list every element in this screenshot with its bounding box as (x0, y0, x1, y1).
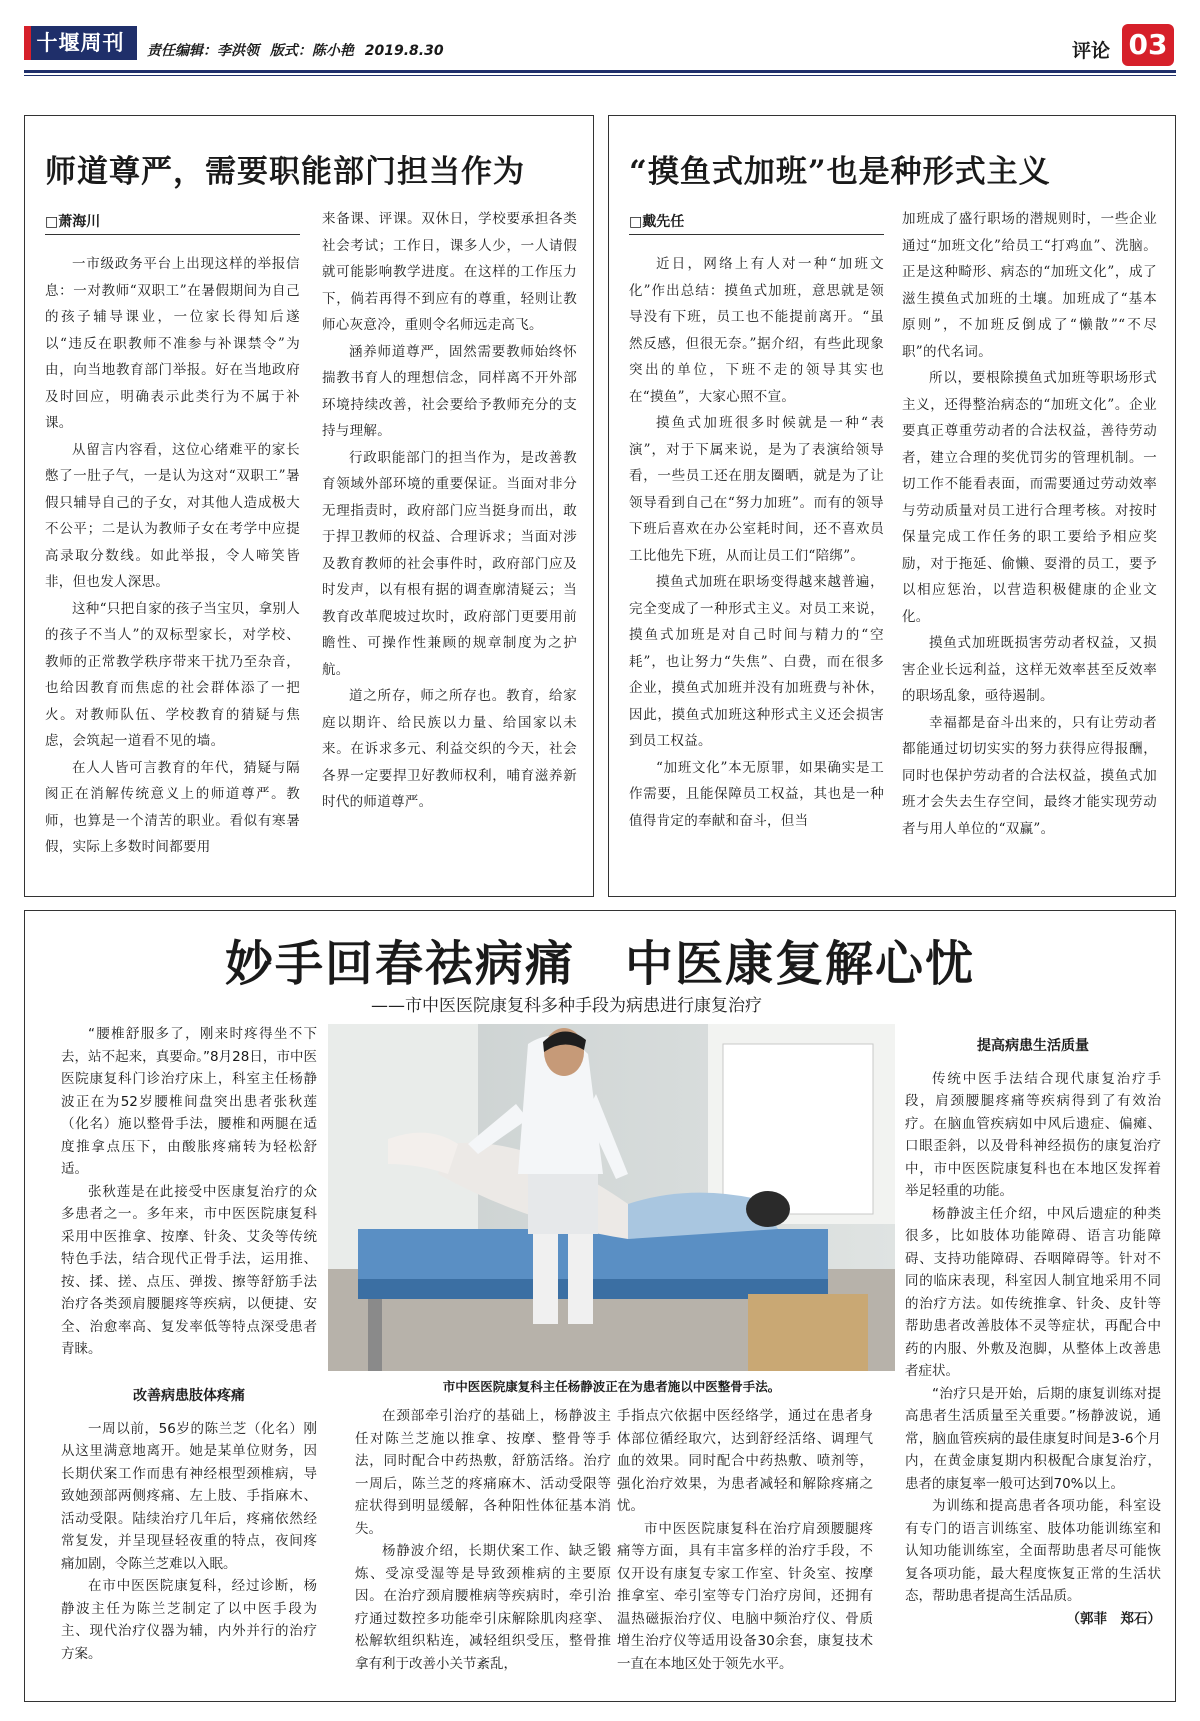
feature-column-1-lower (61, 1373, 317, 1665)
paragraph: 一市级政务平台上出现这样的举报信息：一对教师“双职工”在暑假期间为自己的孩子辅导课业，一位家长得知后遂以“违反在职教师不准参与补课禁令”为由，向当地教育部门举报。好在当地政府及时回应，明确表示此类行为不属于补课。 (45, 256, 300, 431)
article-column-1 (629, 251, 884, 834)
article-title: 师道尊严，需要职能部门担当作为 (45, 154, 525, 190)
paragraph: 杨静波介绍，长期伏案工作、缺乏锻炼、受凉受湿等是导致颈椎病的主要原因。在治疗颈肩腰椎病等疾病时，牵引治疗通过数控多功能牵引床解除肌肉痉挛、松解软组织粘连，减轻组织受压，整骨推拿有利于改善小关节紊乱， (355, 1543, 611, 1672)
paragraph: 道之所存，师之所存也。教育，给家庭以期许、给民族以力量、给国家以未来。在诉求多元、利益交织的今天，社会各界一定要捍卫好教师权利，哺育滋养新时代的师道尊严。 (322, 688, 577, 810)
section-subheading: 改善病患肢体疼痛 (133, 1388, 245, 1404)
feature-column-2 (355, 1405, 611, 1675)
article-byline: □戴先任 (629, 211, 884, 235)
paragraph: 在人人皆可言教育的年代，猜疑与隔阂正在消解传统意义上的师道尊严。教师，也算是一个清苦的职业。看似有寒暑假，实际上多数时间都要用 (45, 759, 300, 855)
paragraph: 张秋莲是在此接受中医康复治疗的众多患者之一。多年来，市中医医院康复科采用中医推拿、按摩、针灸、艾灸等传统特色手法，结合现代正骨手法，运用推、按、揉、搓、点压、弹拨、擦等舒筋手法治疗各类颈肩腰腿疼等疾病，以便捷、安全、治愈率高、复发率低等特点深受患者青睐。 (61, 1183, 317, 1357)
paragraph: 这种“只把自家的孩子当宝贝，拿别人的孩子不当人”的双标型家长，对学校、教师的正常教学秩序带来干扰乃至杂音，也给因教育而焦虑的社会群体添了一把火。对教师队伍、学校教育的猜疑与焦虑，会筑起一道看不见的墙。 (45, 600, 301, 749)
opinion-article-teachers (24, 115, 594, 897)
article-column-1 (45, 251, 300, 861)
paragraph: 幸福都是奋斗出来的，只有让劳动者都能通过切切实实的努力获得应得报酬，同时也保护劳动者的合法权益，摸鱼式加班才会失去生存空间，最终才能实现劳动者与用人单位的“双赢”。 (902, 714, 1157, 837)
paragraph: 为训练和提高患者各项功能，科室设有专门的语言训练室、肢体功能训练室和认知功能训练室，全面帮助患者尽可能恢复各项功能，最大程度恢复正常的生活状态，帮助患者提高生活品质。 (905, 1498, 1161, 1604)
paragraph: 市中医医院康复科在治疗肩颈腰腿疼痛等方面，具有丰富多样的治疗手段，不仅开设有康复专家工作室、针灸室、按摩推拿室、牵引室等专门治疗房间，还拥有温热磁振治疗仪、电脑中频治疗仪、骨质增生治疗仪等适用设备30余套，康复技术一直在本地区处于领先水平。 (617, 1520, 873, 1672)
feature-column-1 (61, 1023, 317, 1361)
paragraph: 摸鱼式加班在职场变得越来越普遍，完全变成了一种形式主义。对员工来说，摸鱼式加班是对自己时间与精力的“空耗”，也让努力“失焦”、白费，而在很多企业，摸鱼式加班并没有加班费与补休，因此，摸鱼式加班这种形式主义还会损害到员工权益。 (629, 574, 884, 749)
paragraph: 行政职能部门的担当作为，是改善教育领域外部环境的重要保证。当面对非分无理指责时，政府部门应当挺身而出，敢于捍卫教师的权益、合理诉求；当面对涉及教育教师的社会事件时，政府部门应及时发声，以有根有据的调查廓清疑云；当教育改革爬坡过坎时，政府部门更要用前瞻性、可操作性兼顾的规章制度为之护航。 (322, 449, 577, 678)
article-column-2 (322, 206, 577, 816)
issue-date: 2019.8.30 (364, 43, 444, 59)
paragraph: 所以，要根除摸鱼式加班等职场形式主义，还得整治病态的“加班文化”。企业要真正尊重劳动者的合法权益，善待劳动者，建立合理的奖优罚劣的管理机制。一切工作不能看表面，而需要通过劳动效率与劳动质量对员工进行合理考核。对按时保量完成工作任务的职工要给予相应奖励，对于拖延、偷懒、耍滑的员工，要予以相应惩治，以营造积极健康的企业文化。 (902, 370, 1157, 625)
editor-credit: 责任编辑：李洪领 (147, 43, 259, 59)
paragraph: “加班文化”本无原罪，如果确实是工作需要，且能保障员工权益，其也是一种值得肯定的奉献和奋斗，但当 (629, 759, 884, 829)
author-credit: （郭菲 郑石） (1066, 1610, 1161, 1627)
paragraph: 在市中医医院康复科，经过诊断，杨静波主任为陈兰芝制定了以中医手段为主、现代治疗仪器为辅，内外并行的治疗方案。 (61, 1578, 317, 1662)
paragraph: 摸鱼式加班很多时候就是一种“表演”，对于下属来说，是为了表演给领导看，一些员工还在朋友圈晒，就是为了让领导看到自己在“努力加班”。而有的领导下班后喜欢在办公室耗时间，还不喜欢员工比他先下班，从而让员工们“陪绑”。 (629, 415, 884, 564)
page-number: 03 (1122, 24, 1174, 66)
paragraph: 一周以前，56岁的陈兰芝（化名）刚从这里满意地离开。她是某单位财务，因长期伏案工作而患有神经根型颈椎病，导致她颈部两侧疼痛、左上肢、手指麻木、活动受限。陆续治疗几年后，疼痛依然经常复发，并呈现昼轻夜重的特点，夜间疼痛加剧，令陈兰芝难以入眠。 (61, 1420, 317, 1572)
feature-subtitle: ——市中医医院康复科多种手段为病患进行康复治疗 (371, 996, 762, 1016)
header-divider (24, 70, 1176, 73)
paragraph: 近日，网络上有人对一种“加班文化”作出总结：摸鱼式加班，意思就是领导没有下班，员工也不能提前离开。“虽然反感，但很无奈。”据介绍，有些此现象突出的单位，下班不走的领导其实也在“摸鱼”，大家心照不宣。 (629, 256, 884, 405)
paragraph: 涵养师道尊严，固然需要教师始终怀揣教书育人的理想信念，同样离不开外部环境持续改善，社会要给予教师充分的支持与理解。 (322, 343, 577, 439)
section-name: 评论 (1072, 40, 1111, 62)
paragraph: 摸鱼式加班既损害劳动者权益，又损害企业长远利益，这样无效率甚至反效率的职场乱象，亟待遏制。 (902, 635, 1157, 704)
opinion-article-overtime (608, 115, 1176, 897)
feature-column-4 (905, 1023, 1161, 1630)
masthead-logo: 十堰周刊 (24, 26, 137, 60)
section-subheading: 提高病患生活质量 (977, 1038, 1089, 1054)
layout-credit: 版式：陈小艳 (269, 43, 354, 59)
paragraph-continued: 加班成了盛行职场的潜规则时，一些企业通过“加班文化”给员工“打鸡血”、洗脑。正是这种畸形、病态的“加班文化”，成了滋生摸鱼式加班的土壤。加班成了“基本原则”，不加班反倒成了“懒散”“不尽职”的代名词。 (902, 211, 1157, 360)
paragraph: “治疗只是开始，后期的康复训练对提高患者生活质量至关重要。”杨静波说，通常，脑血管疾病的最佳康复时间是3-6个月内，在黄金康复期内积极配合康复治疗，患者的康复率一般可达到70%以上。 (905, 1385, 1161, 1492)
article-byline: □萧海川 (45, 211, 300, 235)
header-meta (147, 40, 450, 60)
paragraph: 传统中医手法结合现代康复治疗手段，肩颈腰腿疼痛等疾病得到了有效治疗。在脑血管疾病如中风后遗症、偏瘫、口眼歪斜，以及骨科神经损伤的康复治疗中，市中医医院康复科也在本地区发挥着举足轻重的功能。 (905, 1070, 1161, 1199)
paragraph: 杨静波主任介绍，中风后遗症的种类很多，比如肢体功能障碍、语言功能障碍、支持功能障碍、吞咽障碍等。针对不同的临床表现，科室因人制宜地采用不同的治疗方法。如传统推拿、针灸、皮针等帮助患者改善肢体不灵等症状，再配合中药的内服、外敷及泡脚，从整体上改善患者症状。 (905, 1205, 1161, 1379)
paragraph: “腰椎舒服多了，刚来时疼得坐不下去，站不起来，真要命。”8月28日，市中医医院康复科门诊治疗床上，科室主任杨静波正在为52岁腰椎间盘突出患者张秋莲（化名）施以整骨手法，腰椎和两腿在适度推拿点压下，由酸胀疼痛转为轻松舒适。 (61, 1026, 317, 1177)
header-divider-thin (24, 75, 1176, 76)
photo-illustration (328, 1024, 895, 1371)
paragraph: 从留言内容看，这位心绪难平的家长憋了一肚子气，一是认为这对“双职工”暑假只辅导自己的子女，对其他人造成极大不公平；二是认为教师子女在考学中应提高录取分数线。如此举报，令人啼笑皆非，但也发人深思。 (45, 441, 300, 590)
photo-caption: 市中医医院康复科主任杨静波正在为患者施以中医整骨手法。 (442, 1379, 781, 1394)
feature-column-3 (617, 1405, 873, 1675)
article-column-2 (902, 206, 1157, 842)
news-photo (328, 1024, 895, 1371)
paragraph-continued: 来备课、评课。双休日，学校要承担各类社会考试；工作日，课多人少，一人请假就可能影响教学进度。在这样的工作压力下，倘若再得不到应有的尊重，轻则让教师心灰意冷，重则令名师远走高飞。 (322, 211, 577, 333)
paragraph-continued: 手指点穴依据中医经络学，通过在患者身体部位循经取穴，达到舒经活络、调理气血的效果。同时配合中药热敷、喷剂等，强化治疗效果，为患者减轻和解除疼痛之忧。 (617, 1408, 873, 1514)
feature-title: 妙手回春祛病痛 中医康复解心忧 (224, 936, 975, 992)
article-title: “摸鱼式加班”也是种形式主义 (629, 154, 1051, 190)
paragraph: 在颈部牵引治疗的基础上，杨静波主任对陈兰芝施以推拿、按摩、整骨等手法，同时配合中药热敷，舒筋活络。治疗一周后，陈兰芝的疼痛麻木、活动受限等症状得到明显缓解，各种阳性体征基本消失。 (355, 1408, 611, 1537)
feature-article-rehab (24, 910, 1176, 1702)
